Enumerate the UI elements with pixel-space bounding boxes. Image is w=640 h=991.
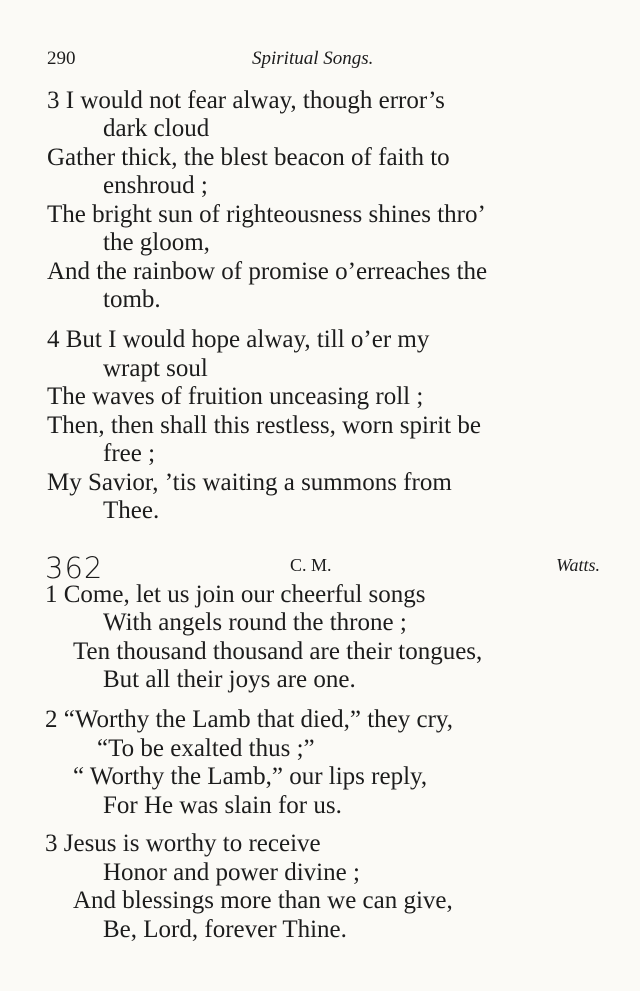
verse-line: 1 Come, let us join our cheerful songs xyxy=(45,581,426,608)
hymn-number: 362 xyxy=(45,551,104,585)
verse-line: Then, then shall this restless, worn spirit be xyxy=(47,412,481,439)
verse-line: enshroud ; xyxy=(103,172,208,199)
verse-line: Gather thick, the blest beacon of faith to xyxy=(47,144,450,171)
verse-line: dark cloud xyxy=(103,115,210,142)
verse-line: But all their joys are one. xyxy=(103,666,356,693)
hymn-heading xyxy=(45,553,600,583)
verse-line: “ Worthy the Lamb,” our lips reply, xyxy=(73,763,428,790)
verse-line: tomb. xyxy=(103,286,161,313)
page-number: 290 xyxy=(47,48,76,69)
verse-line: The bright sun of righteousness shines thro’ xyxy=(47,201,486,228)
verse-line: Honor and power divine ; xyxy=(103,859,360,886)
hymn-meter: C. M. xyxy=(290,555,332,575)
running-title: Spiritual Songs. xyxy=(252,48,374,69)
verse-line: 3 I would not fear alway, though error’s xyxy=(47,87,445,114)
verse-line: 2 “Worthy the Lamb that died,” they cry, xyxy=(45,706,454,733)
verse-line: The waves of fruition unceasing roll ; xyxy=(47,383,424,410)
verse-line: Thee. xyxy=(103,497,160,524)
verse-line: Ten thousand thousand are their tongues, xyxy=(73,638,483,665)
verse-line: free ; xyxy=(103,440,156,467)
verse-line: My Savior, ’tis waiting a summons from xyxy=(47,469,452,496)
verse-line: “To be exalted thus ;” xyxy=(97,735,315,762)
verse-line: 3 Jesus is worthy to receive xyxy=(45,830,321,857)
verse-line: the gloom, xyxy=(103,229,210,256)
page-header xyxy=(47,48,602,74)
verse-line: wrapt soul xyxy=(103,355,208,382)
verse-line: Be, Lord, forever Thine. xyxy=(103,916,347,943)
verse-line: For He was slain for us. xyxy=(103,792,342,819)
verse-line: And the rainbow of promise o’erreaches the xyxy=(47,258,488,285)
verse-line: 4 But I would hope alway, till o’er my xyxy=(47,326,430,353)
verse-line: And blessings more than we can give, xyxy=(73,887,453,914)
hymn-author: Watts. xyxy=(556,555,600,575)
verse-line: With angels round the throne ; xyxy=(103,609,407,636)
